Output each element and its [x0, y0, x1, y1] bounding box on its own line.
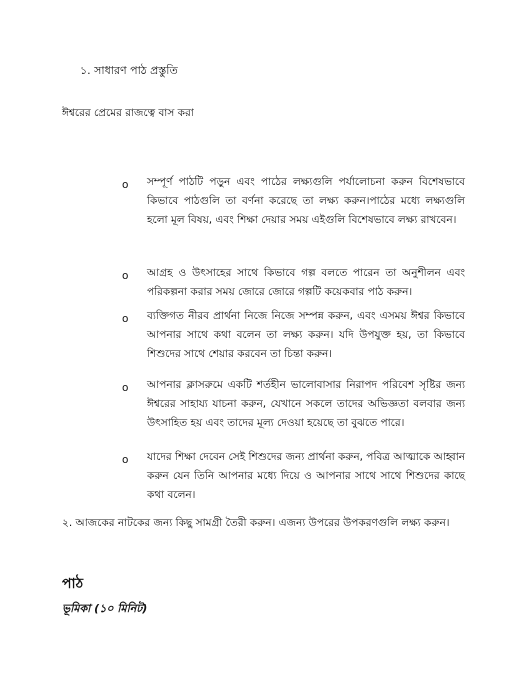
bullet-marker: o — [122, 270, 129, 282]
bullet-item-5: যাদের শিক্ষা দেবেন সেই শিশুদের জন্য প্রার্থনা করুন, পবিত্র আত্মাকে আহ্বান করুন যেন তিনি আপনার মধ্যে দিয়ে ও আপনার সাথে সাথে শিশুদের কাছে কথা বলেন। — [147, 451, 466, 501]
bullet-marker: o — [122, 382, 129, 394]
subtitle: ঈশ্বরের প্রেমের রাজত্বে বাস করা — [62, 107, 194, 119]
bullet-item-2: আগ্রহ ও উৎসাহের সাথে কিভাবে গল্প বলতে পারেন তা অনুশীলন এবং পরিকল্পনা করার সময় জোরে জোরে গল্পটি কয়েকবার পাঠ করুন। — [147, 267, 465, 298]
section-1-title: ১. সাধারণ পাঠ প্রস্তুতি — [80, 64, 178, 77]
bullet-item-3: ব্যক্তিগত নীরব প্রার্থনা নিজে নিজে সম্পন্ন করুন, এবং এসময় ঈশ্বর কিভাবে আপনার সাথে কথা বলেন তা লক্ষ্য করুন। যদি উপযুক্ত হয়, তা কিভাবে শিশুদের সাথে শেয়ার করবেন তা চিন্তা করুন। — [147, 310, 465, 360]
lesson-heading: পাঠ — [62, 576, 84, 592]
bullet-marker: o — [122, 179, 129, 191]
bullet-marker: o — [122, 313, 129, 325]
section-2-text: ২. আজকের নাটকের জন্য কিছু সামগ্রী তৈরী করুন। এজন্য উপরের উপকরণগুলি লক্ষ্য করুন। — [62, 517, 450, 529]
bullet-item-1: সম্পূর্ণ পাঠটি পড়ুন এবং পাঠের লক্ষ্যগুলি পর্যালোচনা করুন বিশেষভাবে কিভাবে পাঠগুলি তা বর্ণনা করেছে তা লক্ষ্য করুন।পাঠের মধ্যে লক্ষ্যগুলি হলো মূল বিষয়, এবং শিক্ষা দেয়ার সময় এইগুলি বিশেষভাবে লক্ষ্য রাখবেন। — [147, 176, 465, 226]
bullet-item-4: আপনার ক্লাসরুমে একটি শর্তহীন ভালোবাসার নিরাপদ পরিবেশ সৃষ্টির জন্য ঈশ্বরের সাহায্য যাচনা করুন, যেখানে সকলে তাদের অভিজ্ঞতা বলবার জন্য উৎসাহিত হয় এবং তাদের মূল্য দেওয়া হয়েছে তা বুঝতে পারে। — [147, 379, 465, 429]
lesson-subheading: ভূমিকা (১০ মিনিট) — [62, 602, 148, 615]
bullet-marker: o — [122, 454, 129, 466]
